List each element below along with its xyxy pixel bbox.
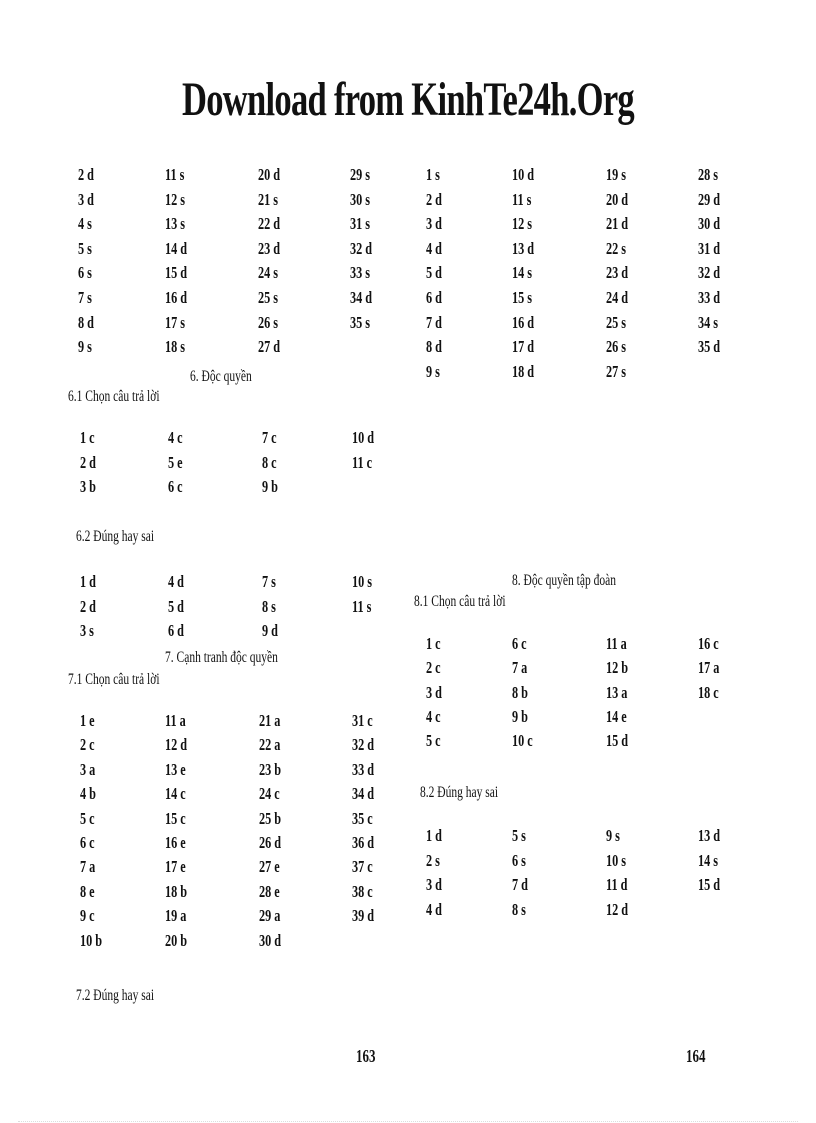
answer-cell: 32 d [350,238,373,258]
answer-cell: 31 d [698,238,721,258]
answer-cell: 26 d [259,833,282,852]
answer-cell: 24 d [606,288,629,307]
section-8-2-title: 8.2 Đúng hay sai [420,784,499,801]
answer-cell: 15 d [606,731,629,751]
answer-cell: 10 s [606,850,627,870]
section-6-2-title: 6.2 Đúng hay sai [76,528,155,545]
answer-cell: 34 s [698,312,719,332]
answer-cell: 3 d [426,875,442,894]
answer-cell: 9 s [606,826,620,845]
answer-cell: 35 c [352,808,373,828]
answer-cell: 21 a [259,711,281,730]
answer-cell: 12 d [165,735,188,755]
answer-cell: 7 s [78,288,92,307]
answer-cell: 10 s [352,572,373,591]
answer-cell: 39 d [352,906,375,926]
answer-cell: 9 s [426,361,440,381]
answer-cell: 24 s [258,263,279,283]
answer-cell: 9 s [78,337,92,357]
answer-cell: 34 d [352,784,375,804]
section-7-1-title: 7.1 Chọn câu trả lời [68,671,160,688]
answer-cell: 10 b [80,930,103,950]
answer-cell: 16 c [698,634,719,653]
answer-cell: 2 d [78,165,94,184]
answer-cell: 30 d [698,214,721,234]
section-7-2-title: 7.2 Đúng hay sai [76,987,155,1004]
answer-cell: 11 c [352,452,373,472]
answer-cell: 38 c [352,881,373,901]
answer-cell: 5 s [78,238,92,258]
answer-cell: 25 b [259,808,282,828]
answer-cell: 7 s [262,572,276,591]
answer-cell: 12 d [606,899,629,919]
answer-cell: 4 d [168,572,184,591]
section-8-1-title: 8.1 Chọn câu trả lời [414,593,506,610]
answer-cell: 6 c [168,477,183,496]
answer-cell: 14 c [165,784,186,804]
answer-cell: 1 c [426,634,441,653]
answer-cell: 15 s [512,288,533,307]
answer-cell: 3 d [426,682,442,702]
answer-cell: 22 a [259,735,281,755]
answer-cell: 5 c [80,808,95,828]
answer-cell: 16 d [165,288,188,307]
answer-cell: 24 c [259,784,280,804]
answer-cell: 9 b [512,706,528,726]
answer-cell: 37 c [352,857,373,877]
answer-cell: 34 d [350,288,373,307]
answer-cell: 27 d [258,337,281,357]
answer-cell: 4 b [80,784,96,804]
answer-cell: 20 d [258,165,281,184]
answer-cell: 5 e [168,452,183,472]
answer-cell: 9 b [262,477,278,496]
answer-cell: 17 e [165,857,186,877]
answer-cell: 19 a [165,906,187,926]
section-6-1-title: 6.1 Chọn câu trả lời [68,388,160,405]
answer-cell: 27 e [259,857,280,877]
answer-cell: 20 d [606,189,629,209]
answer-cell: 32 d [352,735,375,755]
answer-cell: 7 a [512,658,528,678]
answer-cell: 7 d [426,312,442,332]
answer-cell: 13 s [165,214,186,234]
answer-cell: 31 c [352,711,373,730]
answer-cell: 18 s [165,337,186,357]
answer-cell: 4 d [426,238,442,258]
answer-cell: 35 s [350,312,371,332]
answer-cell: 13 d [698,826,721,845]
answer-cell: 11 s [352,596,372,616]
answer-cell: 26 s [258,312,279,332]
answer-cell: 4 s [78,214,92,234]
answer-cell: 15 c [165,808,186,828]
answer-cell: 11 s [165,165,185,184]
answer-cell: 14 d [165,238,188,258]
answer-cell: 32 d [698,263,721,283]
answer-cell: 14 s [698,850,719,870]
answer-cell: 33 s [350,263,371,283]
answer-cell: 3 a [80,759,96,779]
answer-cell: 18 b [165,881,188,901]
answer-cell: 9 c [80,906,95,926]
answer-cell: 29 s [350,165,371,184]
answer-cell: 6 c [512,634,527,653]
answer-cell: 28 e [259,881,280,901]
answer-cell: 3 b [80,477,96,496]
answer-cell: 6 c [80,833,95,852]
answer-cell: 11 a [606,634,627,653]
answer-cell: 13 d [512,238,535,258]
answer-cell: 30 s [350,189,371,209]
answer-cell: 1 e [80,711,95,730]
answer-cell: 22 d [258,214,281,234]
answer-cell: 7 c [262,428,277,447]
answer-cell: 19 s [606,165,627,184]
answer-cell: 17 s [165,312,186,332]
page-banner: Download from KinhTe24h.Org [181,73,635,126]
answer-cell: 13 e [165,759,186,779]
answer-cell: 2 d [426,189,442,209]
answer-cell: 29 a [259,906,281,926]
answer-cell: 10 d [352,428,375,447]
answer-cell: 4 c [168,428,183,447]
bottom-divider [18,1121,798,1122]
answer-cell: 30 d [259,930,282,950]
answer-cell: 6 s [512,850,526,870]
chapter-6-title: 6. Độc quyền [190,368,252,385]
answer-cell: 14 s [512,263,533,283]
answer-cell: 21 d [606,214,629,234]
answer-cell: 16 e [165,833,186,852]
answer-cell: 8 d [78,312,94,332]
answer-cell: 36 d [352,833,375,852]
chapter-7-title: 7. Cạnh tranh độc quyền [165,649,278,666]
answer-cell: 15 d [698,875,721,894]
answer-cell: 1 s [426,165,440,184]
answer-cell: 15 d [165,263,188,283]
answer-cell: 11 a [165,711,186,730]
answer-cell: 25 s [606,312,627,332]
answer-cell: 8 c [262,452,277,472]
answer-cell: 6 d [426,288,442,307]
answer-cell: 23 d [606,263,629,283]
answer-cell: 1 c [80,428,95,447]
answer-cell: 10 c [512,731,533,751]
answer-cell: 23 d [258,238,281,258]
answer-cell: 18 c [698,682,719,702]
answer-cell: 27 s [606,361,627,381]
answer-cell: 2 c [426,658,441,678]
answer-cell: 5 d [168,596,184,616]
answer-cell: 22 s [606,238,627,258]
page-number-left: 163 [356,1046,376,1066]
answer-cell: 3 d [78,189,94,209]
answer-cell: 5 c [426,731,441,751]
answer-cell: 29 d [698,189,721,209]
answer-cell: 23 b [259,759,282,779]
answer-cell: 14 e [606,706,627,726]
answer-cell: 12 s [165,189,186,209]
answer-cell: 2 c [80,735,95,755]
answer-cell: 1 d [80,572,96,591]
answer-cell: 35 d [698,337,721,357]
answer-cell: 7 d [512,875,528,894]
answer-cell: 11 d [606,875,628,894]
answer-cell: 13 a [606,682,628,702]
answer-cell: 12 s [512,214,533,234]
answer-cell: 1 d [426,826,442,845]
answer-cell: 21 s [258,189,279,209]
answer-cell: 31 s [350,214,371,234]
answer-cell: 8 e [80,881,95,901]
page-number-right: 164 [686,1046,706,1066]
answer-cell: 9 d [262,621,278,640]
answer-cell: 2 d [80,596,96,616]
answer-cell: 17 d [512,337,535,357]
answer-cell: 8 s [512,899,526,919]
answer-cell: 5 s [512,826,526,845]
answer-cell: 17 a [698,658,720,678]
answer-cell: 28 s [698,165,719,184]
answer-cell: 16 d [512,312,535,332]
answer-cell: 7 a [80,857,96,877]
answer-cell: 2 s [426,850,440,870]
answer-cell: 3 d [426,214,442,234]
chapter-8-title: 8. Độc quyền tập đoàn [512,572,616,589]
answer-cell: 12 b [606,658,629,678]
answer-cell: 33 d [352,759,375,779]
answer-cell: 11 s [512,189,532,209]
answer-cell: 5 d [426,263,442,283]
answer-cell: 8 s [262,596,276,616]
answer-cell: 2 d [80,452,96,472]
answer-cell: 6 d [168,621,184,640]
answer-cell: 20 b [165,930,188,950]
answer-cell: 25 s [258,288,279,307]
answer-cell: 8 b [512,682,528,702]
answer-cell: 4 c [426,706,441,726]
answer-cell: 4 d [426,899,442,919]
answer-cell: 6 s [78,263,92,283]
answer-cell: 33 d [698,288,721,307]
answer-cell: 26 s [606,337,627,357]
answer-cell: 10 d [512,165,535,184]
answer-cell: 18 d [512,361,535,381]
answer-cell: 3 s [80,621,94,640]
answer-cell: 8 d [426,337,442,357]
